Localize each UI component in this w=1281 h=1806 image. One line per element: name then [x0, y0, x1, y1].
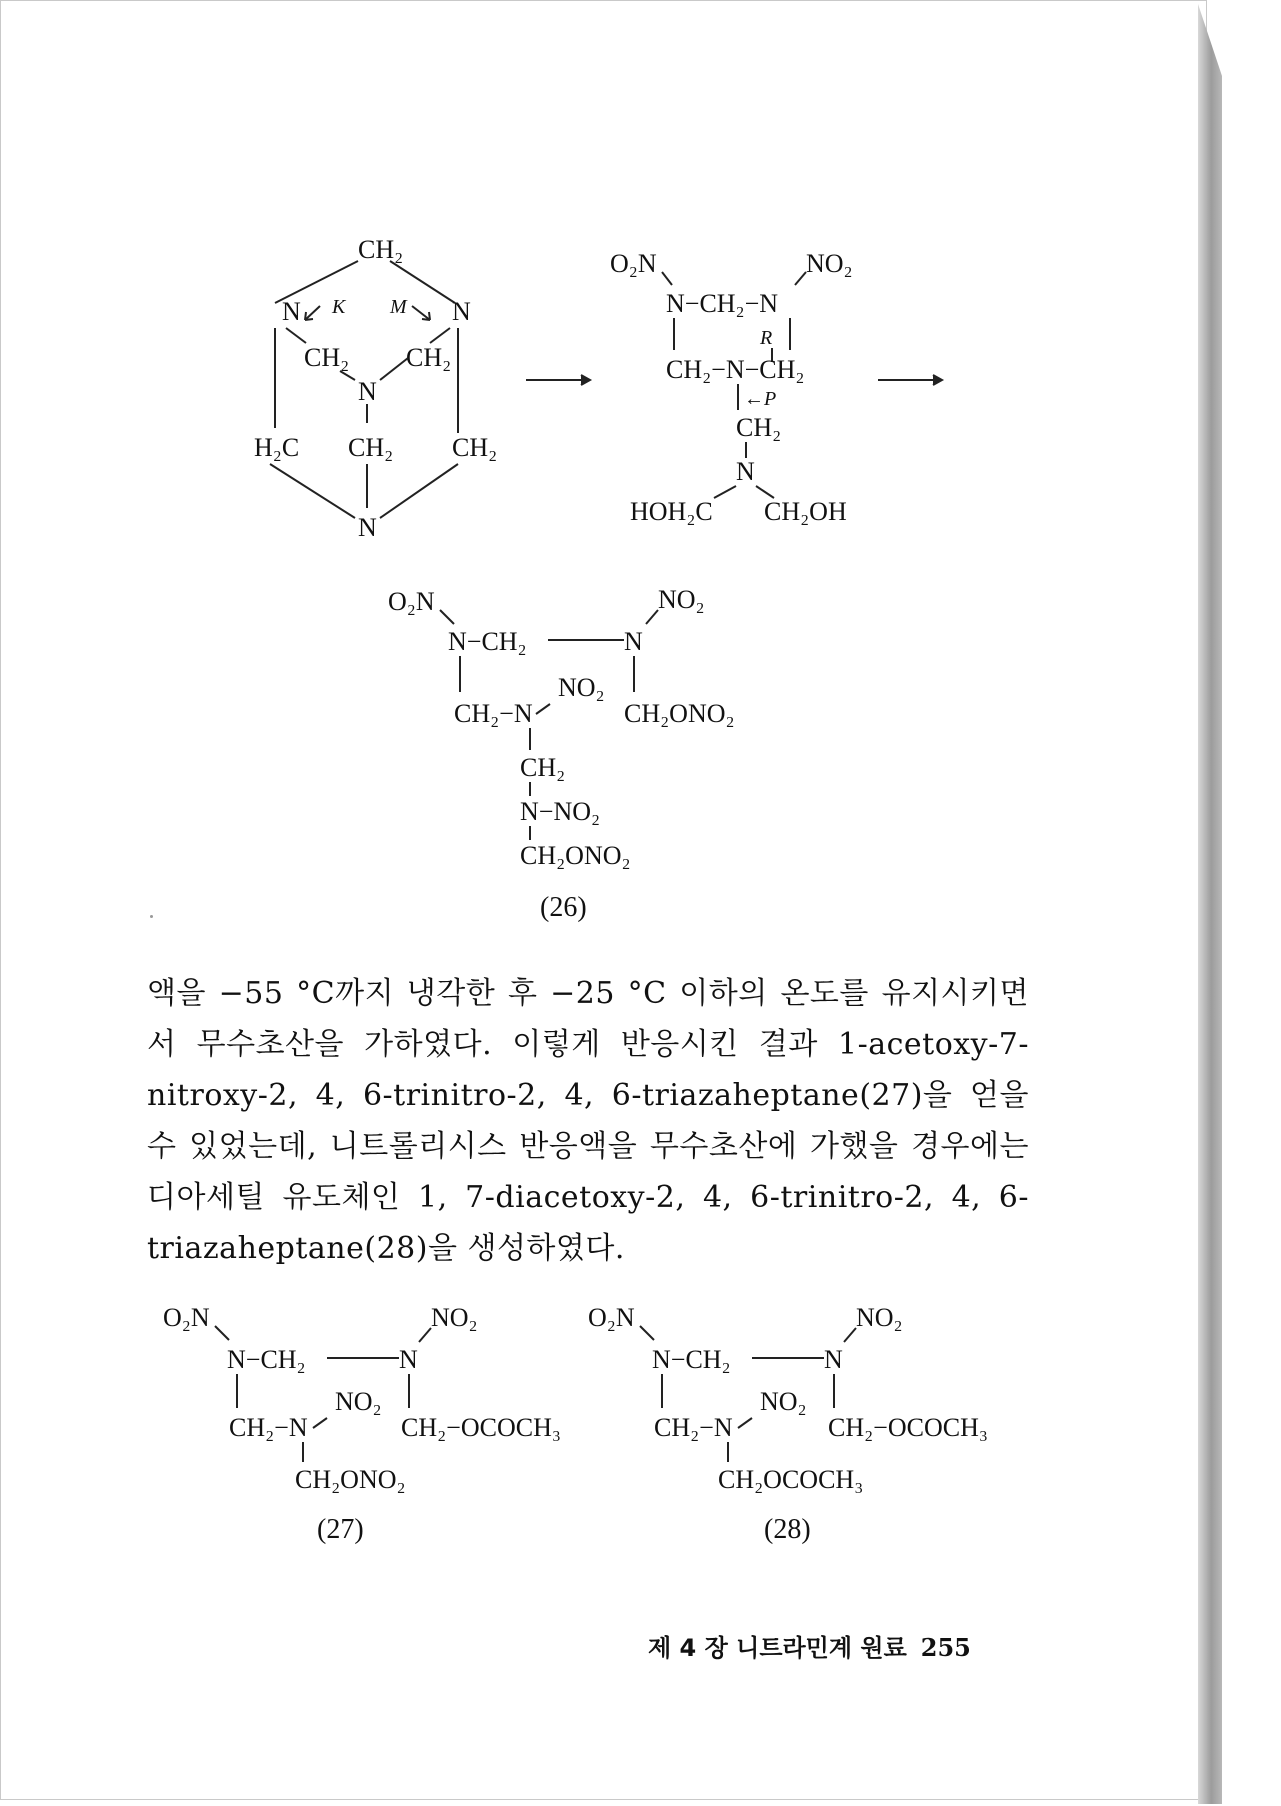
page-footer	[648, 1628, 971, 1663]
paragraph-text: 액을 −55 °C까지 냉각한 후 −25 °C 이하의 온도를 유지시키면서 무수초산을 가하였다. 이렇게 반응시킨 결과 1-acetoxy-7-nitroxy-2, 4, 6-trinitro-2, 4, 6-triazaheptane(27)을 얻을 수 있었는데, 니트롤리시스 반응액을 무수초산에 가했을 경우에는 디아세틸 유도체인 1, 7-diacetoxy-2, 4, 6-trinitro-2, 4, 6-triazaheptane(28)을 생성하였다.	[147, 976, 1029, 1266]
label-h2c: H₂C	[254, 433, 300, 462]
label-n-ch2: N−CH₂	[652, 1345, 731, 1374]
label-no2: NO₂	[558, 673, 605, 702]
label-o2n: O₂N	[588, 1303, 635, 1332]
label-k: K	[332, 296, 346, 318]
body-paragraph	[147, 968, 1029, 1274]
label-n: N	[399, 1345, 418, 1374]
label-ch2oh: CH₂OH	[764, 497, 847, 526]
label-ch2: CH₂	[304, 343, 350, 372]
label-n: N	[624, 627, 643, 656]
compound-26-structure	[388, 580, 768, 930]
label-no2: NO₂	[856, 1303, 903, 1332]
hexamine-structure	[240, 228, 500, 548]
label-ch2-n: CH₂−N	[229, 1413, 308, 1442]
label-no2: NO₂	[658, 585, 705, 614]
compound-27-structure	[163, 1296, 583, 1556]
label-n: N	[282, 297, 301, 326]
page-stack-edge	[1198, 4, 1222, 1804]
label-ch2: CH₂	[348, 433, 394, 462]
label-ch2ococh3: CH₂OCOCH₃	[718, 1465, 864, 1494]
label-no2: NO₂	[806, 249, 853, 278]
label-ch2: CH₂	[358, 235, 404, 264]
chapter-title: 제 4 장 니트라민계 원료	[648, 1634, 907, 1662]
label-ch2-ococh3: CH₂−OCOCH₃	[828, 1413, 988, 1442]
label-no2: NO₂	[760, 1387, 807, 1416]
label-n-no2: N−NO₂	[520, 797, 601, 826]
label-n: N	[358, 377, 377, 406]
label-ch2: CH₂	[520, 753, 566, 782]
label-o2n: O₂N	[610, 249, 657, 278]
reaction-arrow	[526, 372, 596, 388]
label-ch2-n-ch2: CH₂−N−CH₂	[666, 355, 805, 384]
label-m: M	[390, 296, 407, 318]
label-hoh2c: HOH₂C	[630, 497, 713, 526]
label-n: N	[452, 297, 471, 326]
label-ch2: CH₂	[736, 413, 782, 442]
intermediate-structure	[610, 240, 870, 540]
label-n: N	[736, 457, 755, 486]
label-n-ch2: N−CH₂	[448, 627, 527, 656]
label-ch2-n: CH₂−N	[454, 699, 533, 728]
label-ch2ono2: CH₂ONO₂	[295, 1465, 406, 1494]
label-o2n: O₂N	[163, 1303, 210, 1332]
label-n-ch2-n: N−CH₂−N	[666, 289, 779, 318]
reaction-arrow	[878, 372, 948, 388]
label-ch2-n: CH₂−N	[654, 1413, 733, 1442]
compound-label: (28)	[764, 1514, 811, 1545]
label-o2n: O₂N	[388, 587, 435, 616]
label-no2: NO₂	[335, 1387, 382, 1416]
compound-label: (27)	[317, 1514, 364, 1545]
label-ch2-ococh3: CH₂−OCOCH₃	[401, 1413, 561, 1442]
compound-label: (26)	[540, 892, 587, 923]
label-r: R	[760, 327, 773, 349]
compound-28-structure	[588, 1296, 1028, 1556]
scan-speck	[150, 915, 153, 918]
label-n: N	[358, 513, 377, 542]
label-ch2: CH₂	[452, 433, 498, 462]
label-n-ch2: N−CH₂	[227, 1345, 306, 1374]
label-p: ←P	[744, 388, 777, 410]
label-ch2ono2: CH₂ONO₂	[624, 699, 735, 728]
label-n: N	[824, 1345, 843, 1374]
page-number: 255	[920, 1633, 971, 1662]
label-ch2: CH₂	[406, 343, 452, 372]
label-ch2ono2: CH₂ONO₂	[520, 841, 631, 870]
label-no2: NO₂	[431, 1303, 478, 1332]
